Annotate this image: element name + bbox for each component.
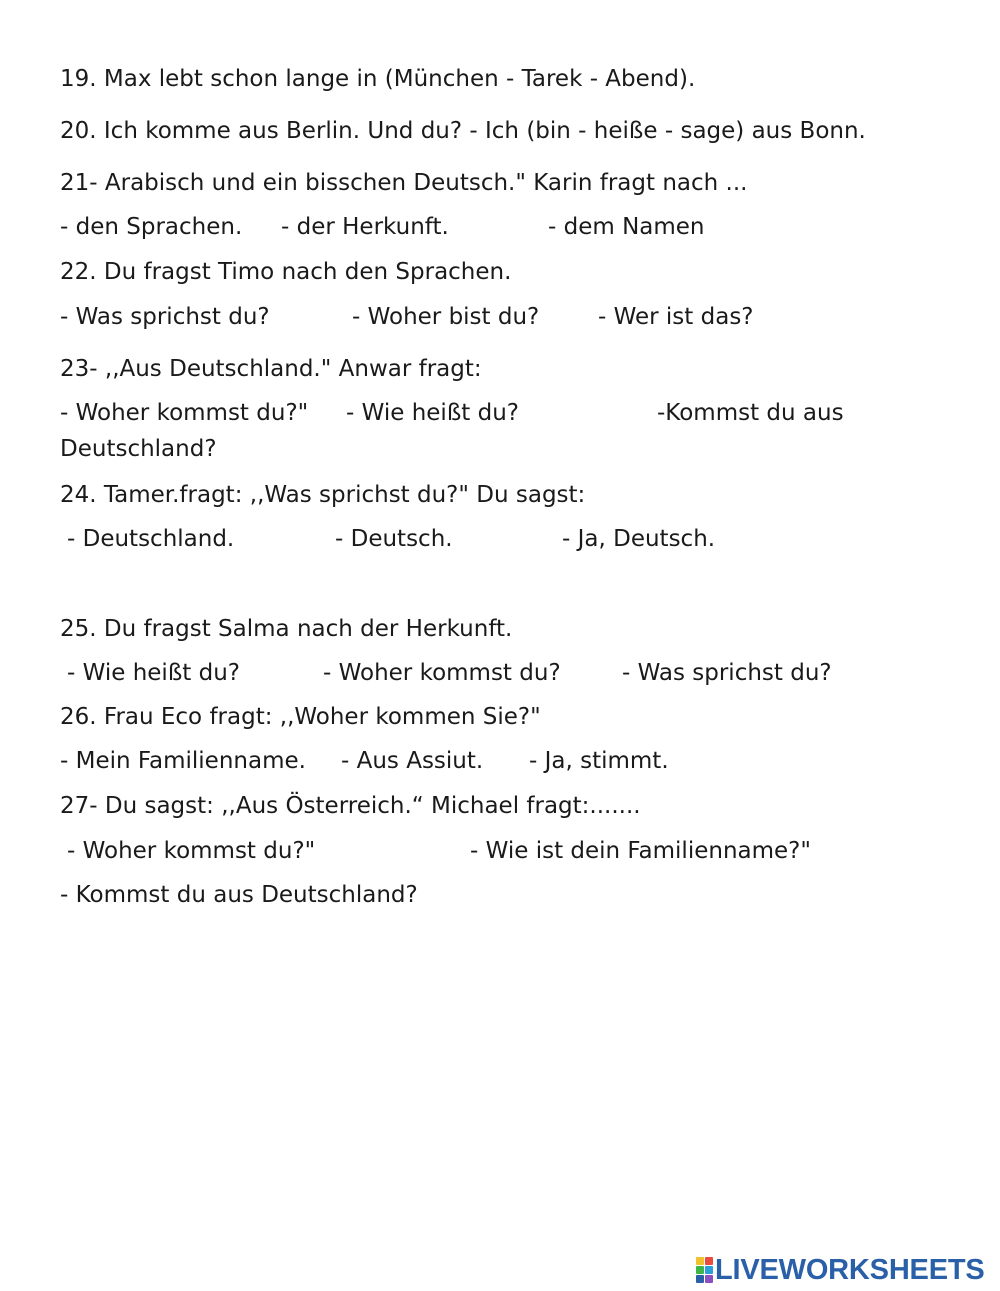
- logo-block-4: [705, 1266, 713, 1274]
- q23-option-1[interactable]: - Woher kommst du?": [60, 400, 309, 426]
- logo-text: LIVEWORKSHEETS: [715, 1253, 985, 1286]
- question-23: 23- ,,Aus Deutschland." Anwar fragt:: [60, 356, 482, 382]
- q22-option-3[interactable]: - Wer ist das?: [598, 304, 754, 330]
- logo-block-3: [696, 1266, 704, 1274]
- question-26: 26. Frau Eco fragt: ,,Woher kommen Sie?": [60, 704, 541, 730]
- q27-option-2[interactable]: - Wie ist dein Familienname?": [470, 838, 811, 864]
- q25-option-3[interactable]: - Was sprichst du?: [622, 660, 832, 686]
- question-22: 22. Du fragst Timo nach den Sprachen.: [60, 259, 512, 285]
- q24-option-3[interactable]: - Ja, Deutsch.: [562, 526, 716, 552]
- logo-block-5: [696, 1275, 704, 1283]
- q26-option-3[interactable]: - Ja, stimmt.: [529, 748, 669, 774]
- q26-option-1[interactable]: - Mein Familienname.: [60, 748, 306, 774]
- q27-option-3[interactable]: - Kommst du aus Deutschland?: [60, 882, 418, 908]
- q27-option-1[interactable]: - Woher kommst du?": [67, 838, 316, 864]
- q21-option-2[interactable]: - der Herkunft.: [281, 214, 449, 240]
- question-25: 25. Du fragst Salma nach der Herkunft.: [60, 616, 513, 642]
- q24-option-2[interactable]: - Deutsch.: [335, 526, 453, 552]
- logo-mark-icon: [696, 1257, 713, 1283]
- q23-option-2[interactable]: - Wie heißt du?: [346, 400, 520, 426]
- question-24: 24. Tamer.fragt: ,,Was sprichst du?" Du sagst:: [60, 482, 586, 508]
- q22-option-1[interactable]: - Was sprichst du?: [60, 304, 270, 330]
- logo-block-1: [696, 1257, 704, 1265]
- q23-option-3[interactable]: -Kommst du aus: [657, 400, 844, 426]
- q21-option-3[interactable]: - dem Namen: [548, 214, 705, 240]
- question-27: 27- Du sagst: ,,Aus Österreich.“ Michael fragt:.......: [60, 793, 641, 819]
- q23-option-3-continuation[interactable]: Deutschland?: [60, 436, 217, 462]
- question-21: 21- Arabisch und ein bisschen Deutsch." Karin fragt nach ...: [60, 170, 748, 196]
- logo-block-2: [705, 1257, 713, 1265]
- q22-option-2[interactable]: - Woher bist du?: [352, 304, 540, 330]
- q24-option-1[interactable]: - Deutschland.: [67, 526, 235, 552]
- logo-block-6: [705, 1275, 713, 1283]
- q25-option-1[interactable]: - Wie heißt du?: [67, 660, 241, 686]
- liveworksheets-logo: [696, 1255, 985, 1285]
- question-20: 20. Ich komme aus Berlin. Und du? - Ich (bin - heiße - sage) aus Bonn.: [60, 118, 866, 144]
- q21-option-1[interactable]: - den Sprachen.: [60, 214, 243, 240]
- q26-option-2[interactable]: - Aus Assiut.: [341, 748, 484, 774]
- q25-option-2[interactable]: - Woher kommst du?: [323, 660, 561, 686]
- question-19: 19. Max lebt schon lange in (München - Tarek - Abend).: [60, 66, 696, 92]
